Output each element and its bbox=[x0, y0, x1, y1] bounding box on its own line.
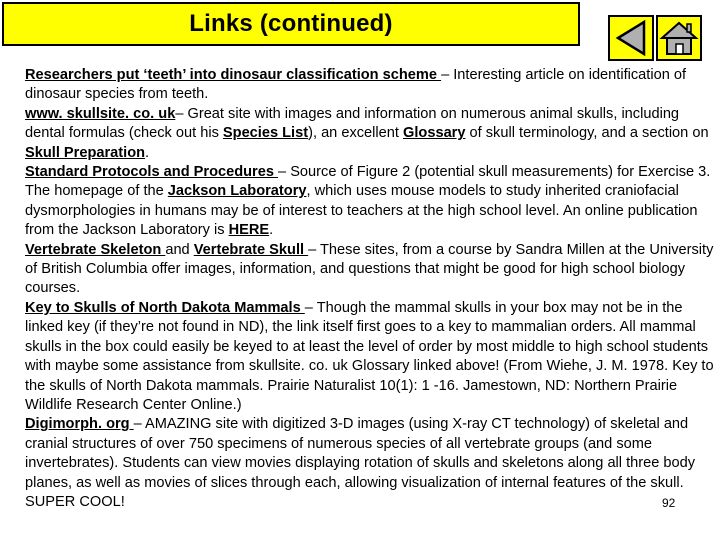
hyperlink[interactable]: www. skullsite. co. uk bbox=[25, 105, 176, 122]
entry-text: of skull terminology, and a section on bbox=[465, 125, 709, 142]
link-entry bbox=[25, 299, 715, 415]
hyperlink[interactable]: Standard Protocols and Procedures bbox=[25, 164, 279, 181]
link-entry bbox=[25, 415, 715, 512]
entry-text: , which uses mouse models to study inherited craniofacial dysmorphologies in humans may be of interest to teachers at the high school level. An online publication from the Jackson Laboratory is bbox=[25, 183, 698, 239]
entry-text: ), an excellent bbox=[308, 125, 404, 142]
entry-text: and bbox=[165, 241, 194, 258]
house-icon bbox=[658, 17, 700, 59]
links-content bbox=[25, 66, 715, 512]
hyperlink[interactable]: Digimorph. org bbox=[25, 416, 134, 433]
hyperlink[interactable]: Vertebrate Skull bbox=[193, 241, 309, 258]
hyperlink[interactable]: Skull Preparation bbox=[25, 144, 146, 161]
hyperlink[interactable]: Vertebrate Skeleton bbox=[25, 241, 166, 258]
home-button[interactable] bbox=[656, 15, 702, 61]
hyperlink[interactable]: Glossary bbox=[403, 125, 466, 142]
entry-text: – AMAZING site with digitized 3-D images (using X-ray CT technology) of skeletal and cranial structures of over 750 specimens of numerous species of all vertebrate groups (and some invertebrates). Students can view movies displaying rotation of skulls and skeletons along all three body planes, as well as movies of slices through each, allowing visualization of internal features of the skull. SUPER COOL! bbox=[25, 416, 696, 510]
hyperlink[interactable]: Researchers put ‘teeth’ into dinosaur classification scheme bbox=[25, 67, 442, 83]
entry-text: – Great site with images and information on numerous animal skulls, including dental formulas (check out his bbox=[25, 105, 680, 142]
hyperlink[interactable]: Species List bbox=[222, 125, 309, 142]
link-entry bbox=[25, 105, 715, 163]
link-entry bbox=[25, 66, 715, 105]
page-number: 92 bbox=[662, 496, 676, 510]
entry-text: – Source of Figure 2 (potential skull measurements) for Exercise 3. The homepage of the bbox=[25, 164, 711, 200]
entry-text: – These sites, from a course by Sandra Millen at the University of British Columbia offer images, information, and questions that might be good for high school biology courses. bbox=[25, 241, 714, 297]
entry-text: – Interesting article on identification of dinosaur species from teeth. bbox=[25, 67, 687, 103]
back-button[interactable] bbox=[608, 15, 654, 61]
hyperlink[interactable]: Key to Skulls of North Dakota Mammals bbox=[25, 299, 305, 316]
link-entry bbox=[25, 241, 715, 299]
slide-title: Links (continued) bbox=[189, 10, 393, 37]
triangle-left-icon bbox=[610, 17, 652, 59]
hyperlink[interactable]: Jackson Laboratory bbox=[167, 183, 307, 200]
slide-title-box bbox=[2, 2, 580, 46]
entry-text: . bbox=[145, 144, 150, 161]
entry-text: – Though the mammal skulls in your box may not be in the linked key (if they’re not found in ND), the link itself first goes to a key to mammalian orders. All mammal skulls in the box could easily be keyed to at least the level of order by most middle to high school students with maybe some assistance from skullsite. co. uk Glossary linked above! (From Wiehe, J. M. 1978. Key to the skulls of North Dakota mammals. Prairie Naturalist 10(1): 1 -16. Jamestown, ND: Northern Prairie Wildlife Research Center Online.) bbox=[25, 299, 714, 413]
link-entry bbox=[25, 163, 715, 241]
hyperlink[interactable]: HERE bbox=[228, 222, 270, 239]
entry-text: . bbox=[269, 222, 274, 239]
